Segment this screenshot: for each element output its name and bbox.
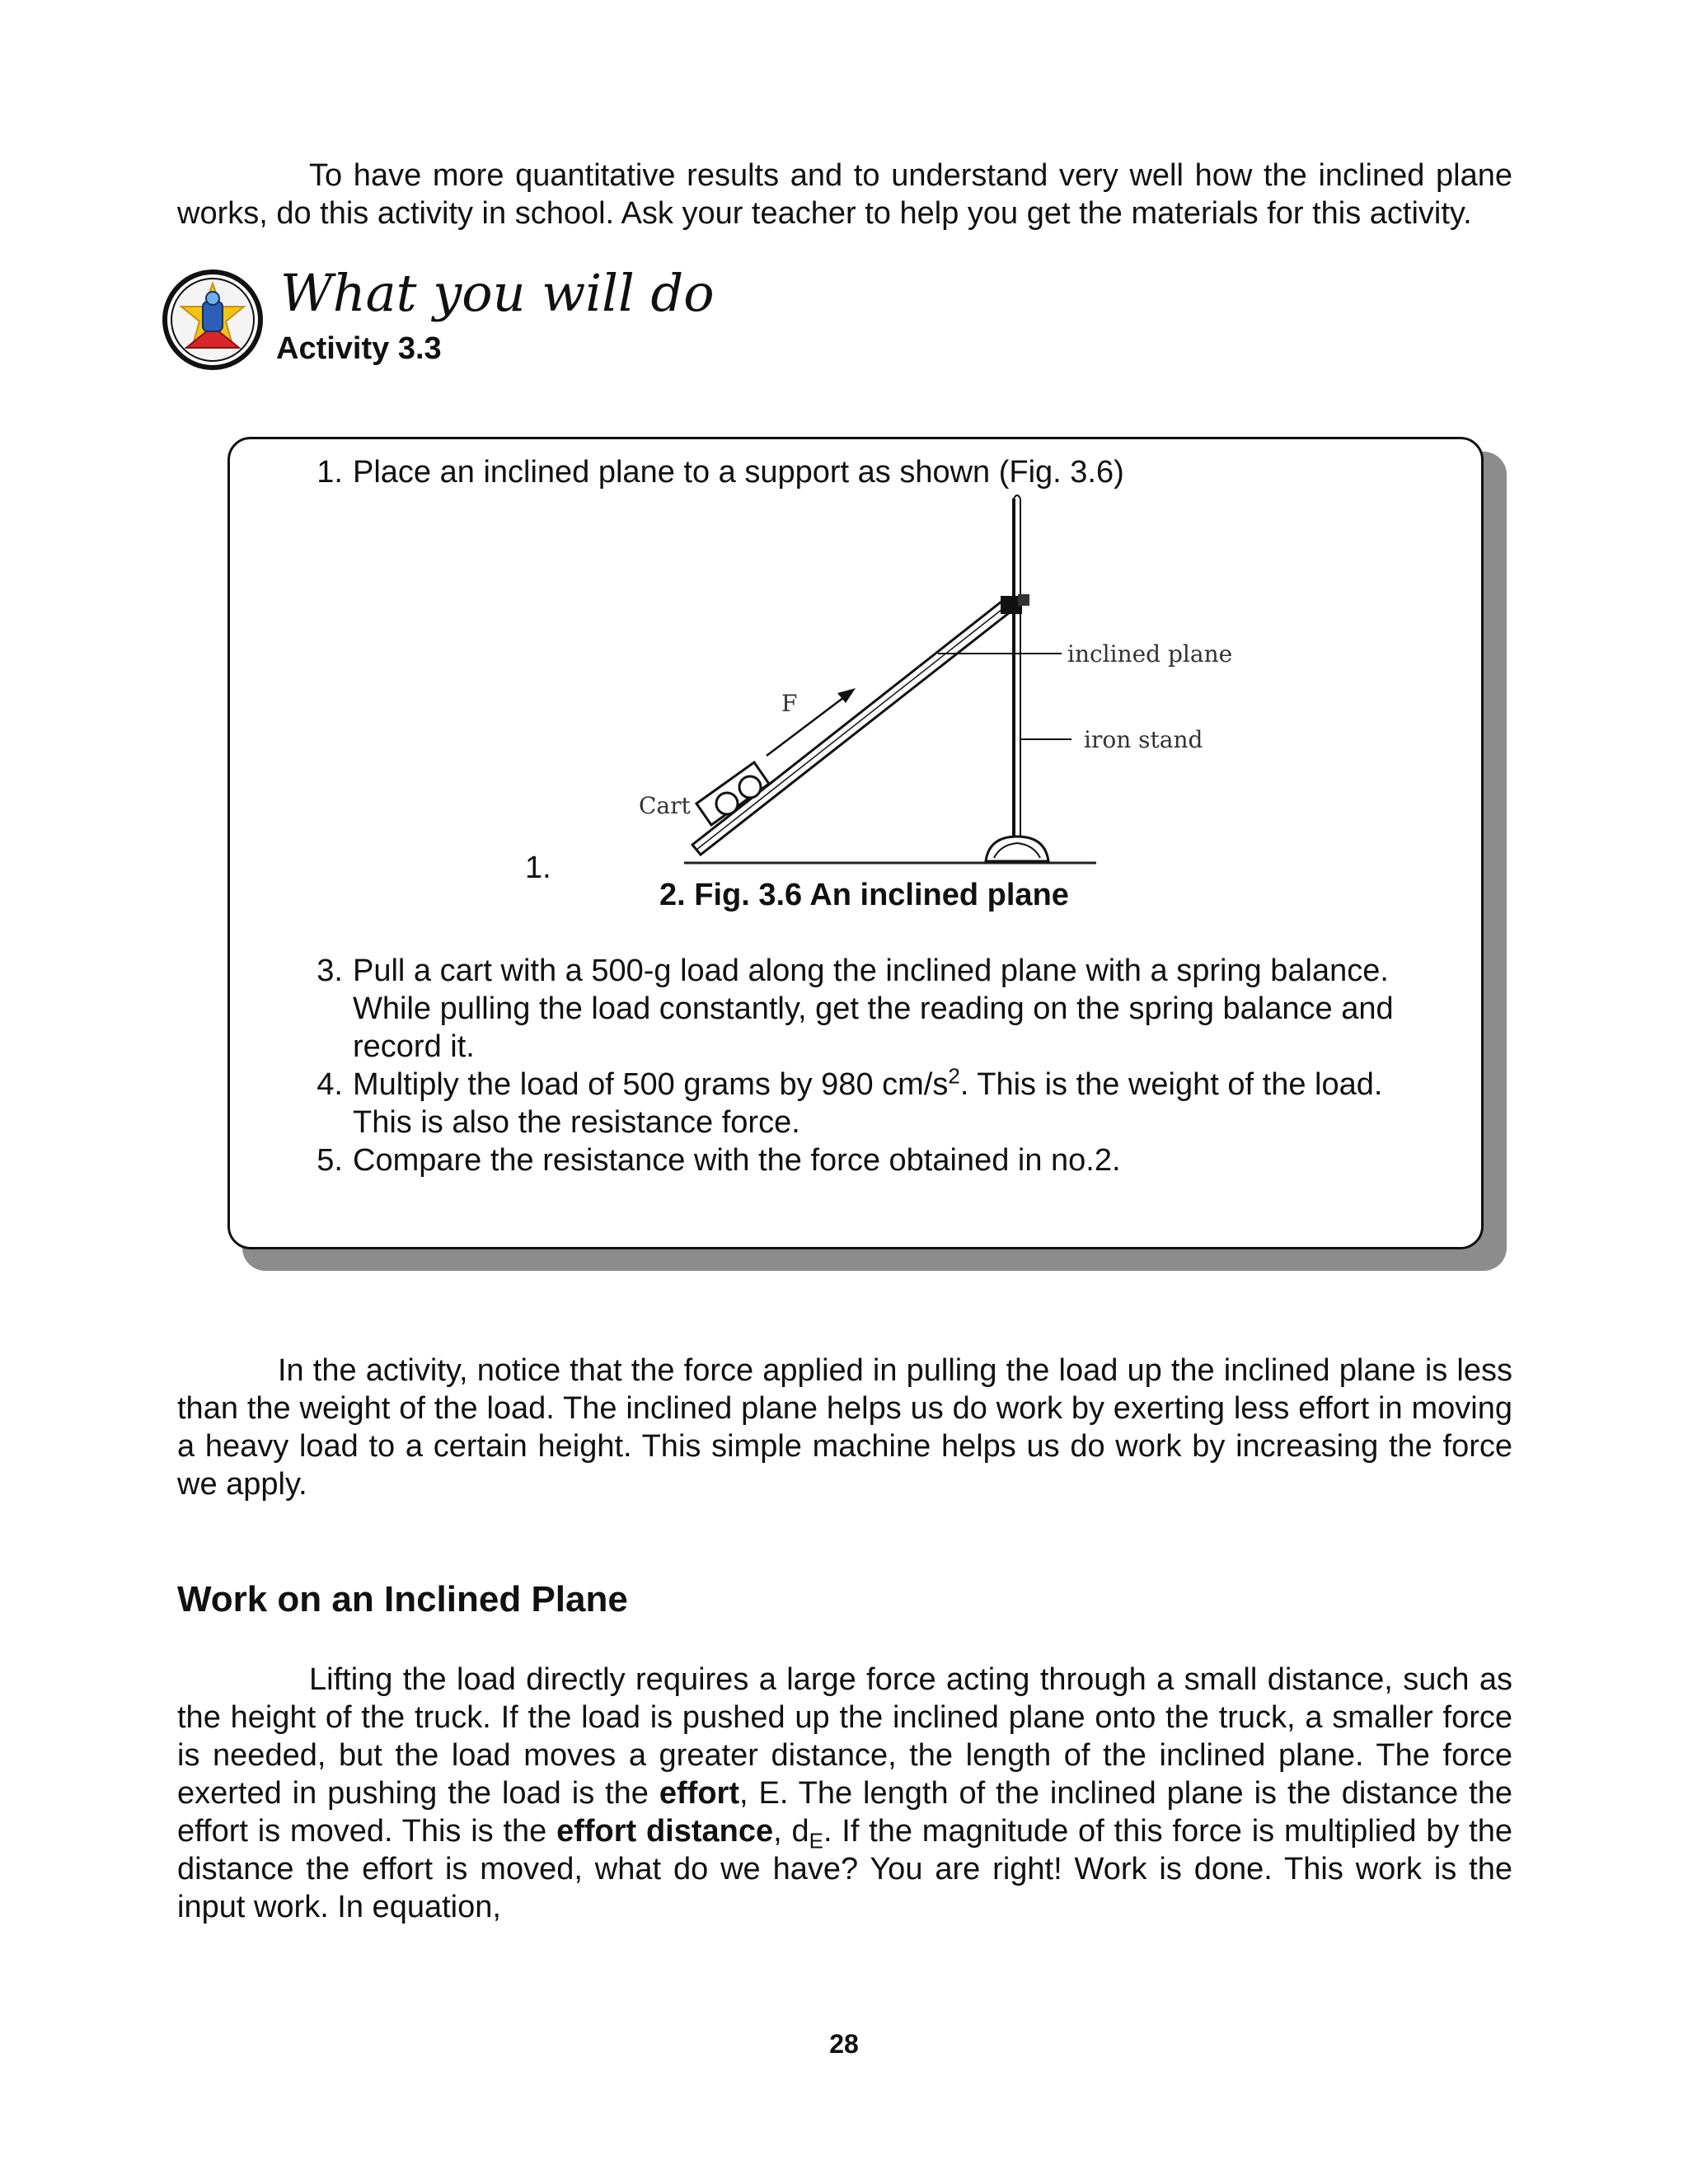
step-number: 4. <box>316 1067 343 1102</box>
step-text: Pull a cart with a 500-g load along the inclined plane with a spring balance. While pulling the load constantly, get the reading on the spring balance and record it. <box>353 954 1394 1064</box>
step-number: 5. <box>316 1143 343 1178</box>
activity-number: Activity 3.3 <box>276 331 442 366</box>
work-paragraph: Lifting the load directly requires a large force acting through a small distance, such as the height of the truck. If the load is pushed up the inclined plane onto the truck, a smaller force is needed, but the load moves a greater distance, the length of the inclined plane. The force exerted in pushing the load is the effort, E. The length of the inclined plane is the distance the effort is moved. This is the effort distance, $d_E$. If the magnitude of this force is multiplied by the distance the effort is moved, what do we have? You are right! Work is done. This work is the input work. In equation, <box>177 1662 1512 1924</box>
label-iron-stand: iron stand <box>1084 726 1203 753</box>
step-text: Compare the resistance with the force obtained in no.2. <box>353 1143 1121 1178</box>
intro-paragraph: To have more quantitative results and to understand very well how the inclined plane works, do this activity in school. Ask your teacher to help you get the materials for this activity. <box>177 158 1512 231</box>
stray-list-number: 1. <box>525 851 551 885</box>
inclined-plane-figure <box>569 490 1233 869</box>
figure-caption: 2. Fig. 3.6 An inclined plane <box>659 878 1069 912</box>
step-number: 3. <box>316 954 343 988</box>
section-title: Work on an Inclined Plane <box>177 1579 628 1619</box>
label-cart: Cart <box>639 792 691 819</box>
science-activity-logo-icon <box>162 269 264 371</box>
step-number: 1. <box>316 455 343 490</box>
section-heading-what-you-will-do: What you will do <box>280 263 715 323</box>
step-text: Place an inclined plane to a support as shown (Fig. 3.6) <box>353 455 1124 490</box>
summary-paragraph: In the activity, notice that the force applied in pulling the load up the inclined plane is less than the weight of the load. The inclined plane helps us do work by exerting less effort in moving a heavy load to a certain height. This simple machine helps us do work by increasing the force we apply. <box>177 1353 1512 1502</box>
label-force: F <box>781 690 798 717</box>
page-number: 28 <box>829 2029 859 2059</box>
label-inclined-plane: inclined plane <box>1067 640 1233 668</box>
step-text: Multiply the load of 500 grams by 980 $cm/s^2$. This is the weight of the load. This is also the resistance force. <box>353 1063 1383 1140</box>
